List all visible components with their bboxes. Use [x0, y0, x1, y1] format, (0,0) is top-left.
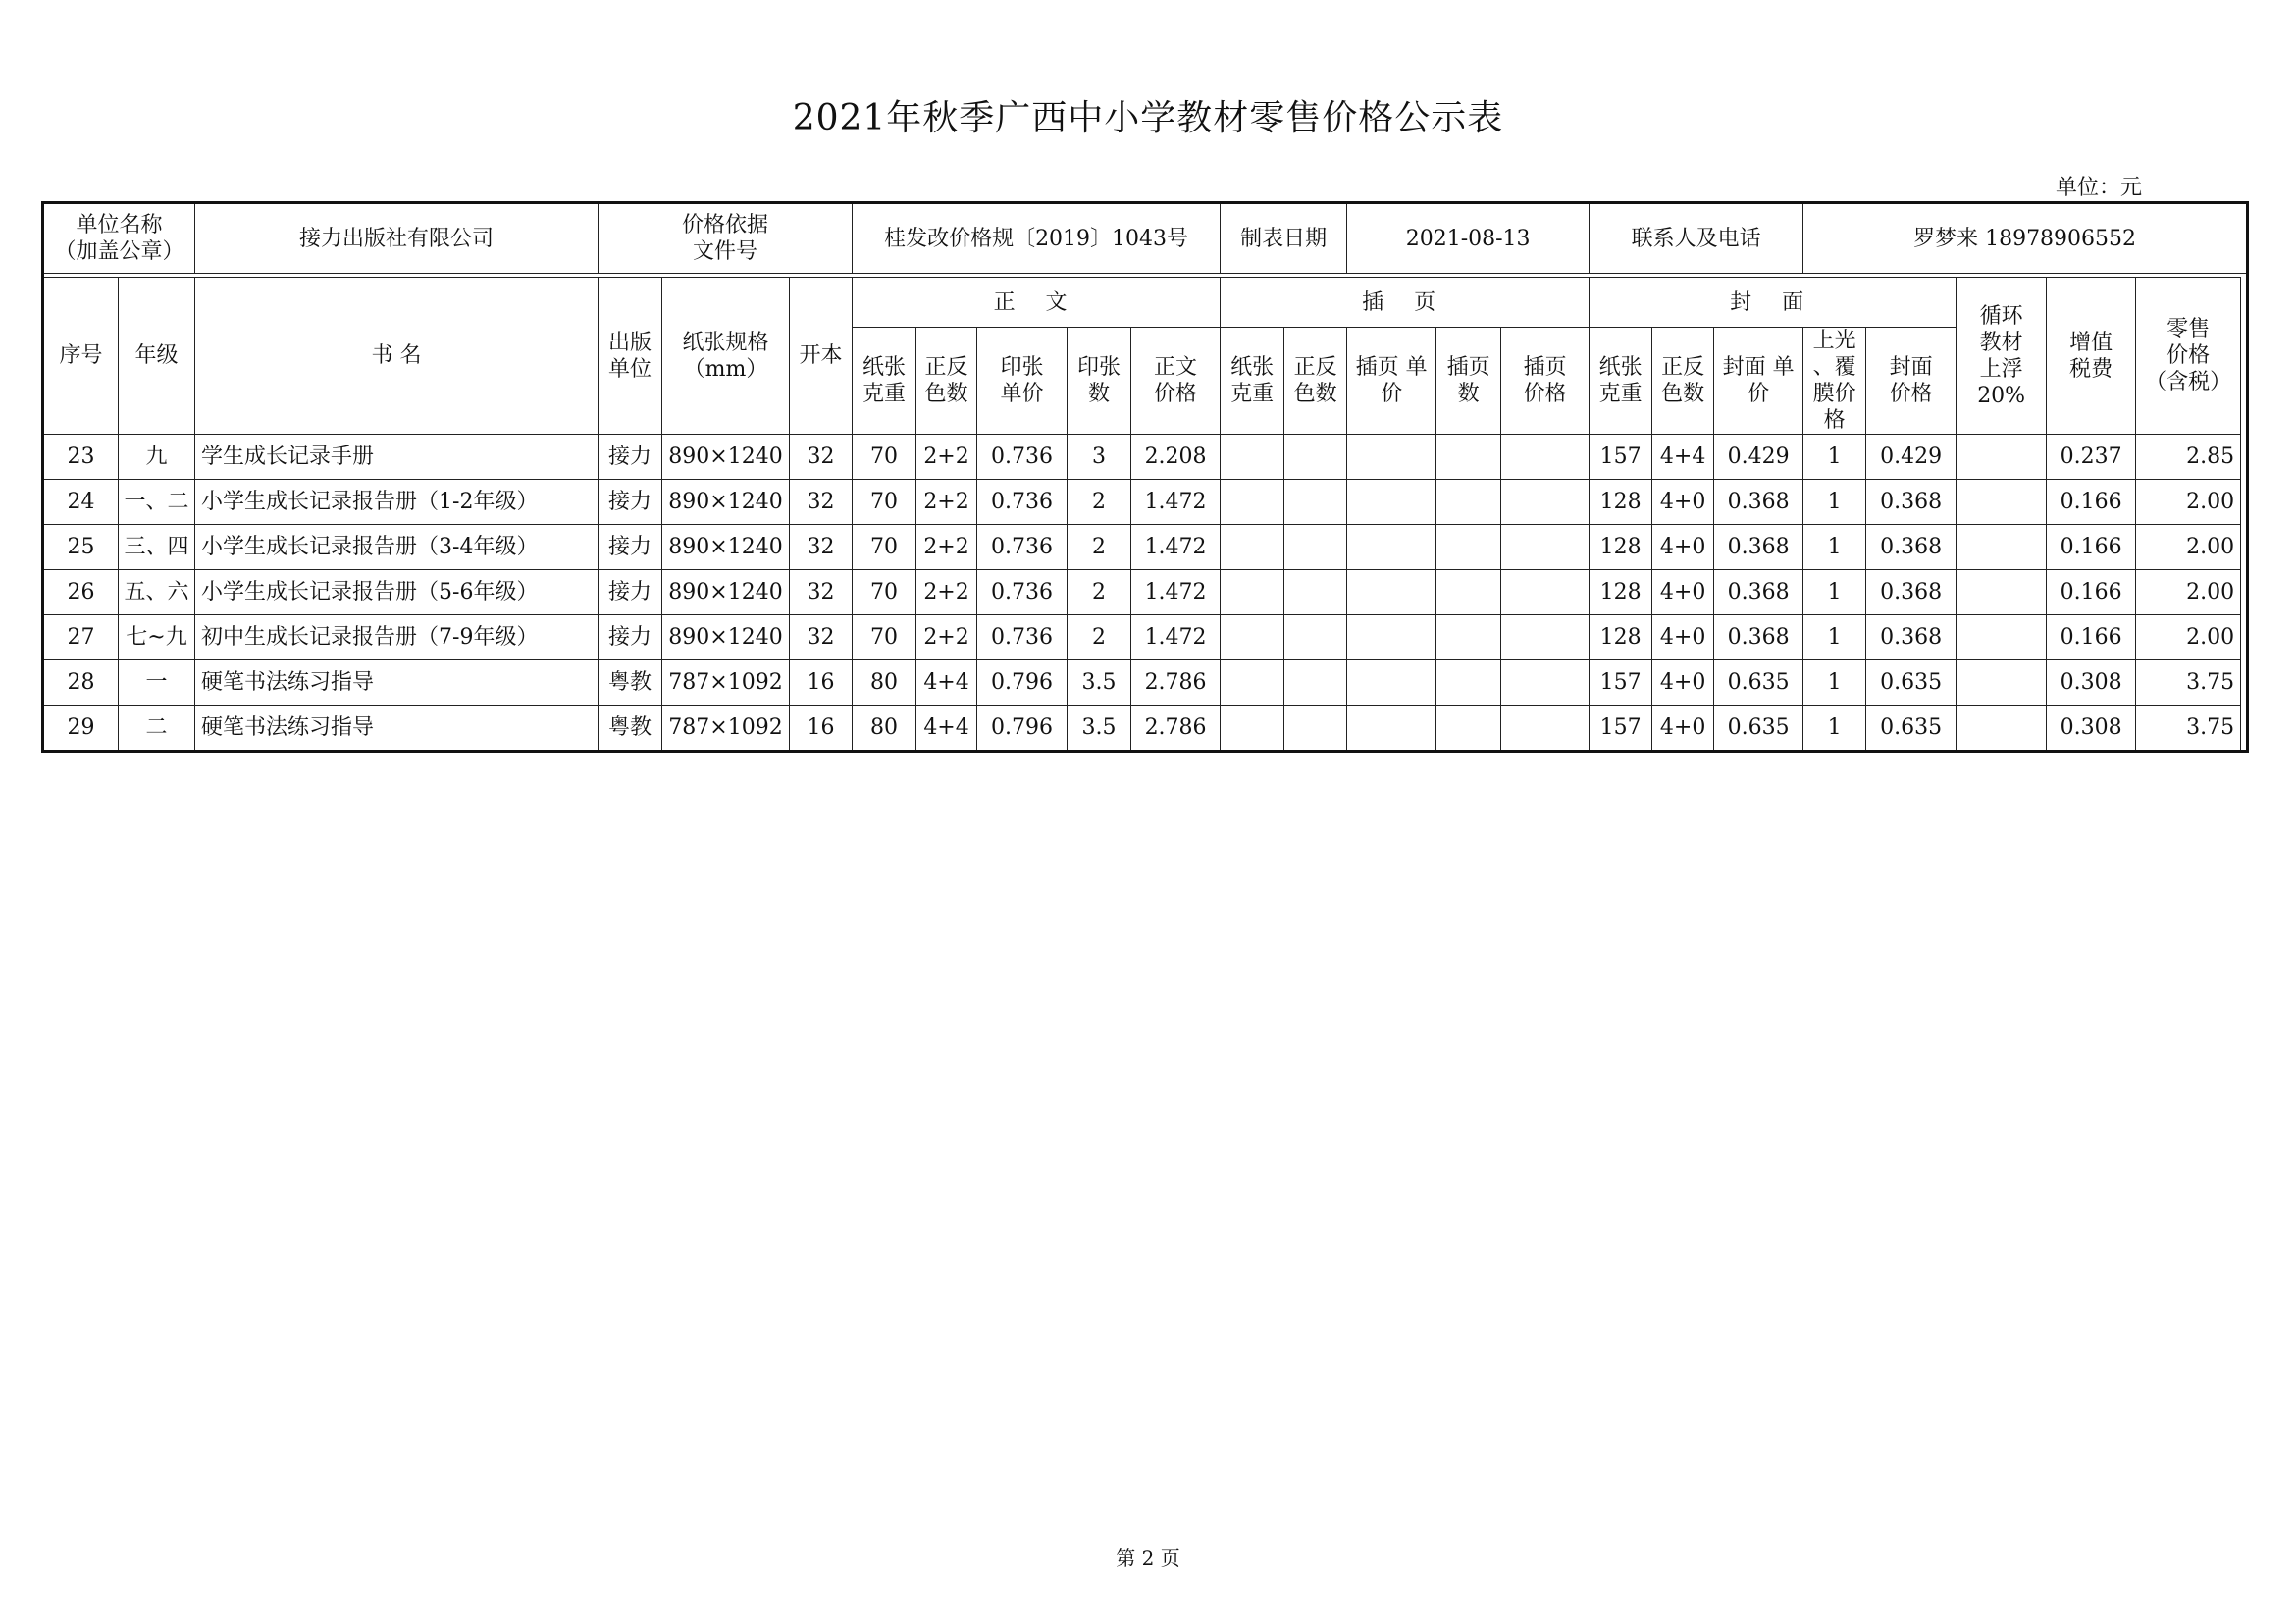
cell-publisher: 粤教: [599, 660, 662, 706]
cell-body-sheets: 3.5: [1068, 706, 1131, 752]
table-row: [43, 615, 2248, 660]
cell-body-price: 1.472: [1131, 480, 1221, 525]
cell-body-price: 2.786: [1131, 660, 1221, 706]
unit-name-value: 接力出版社有限公司: [195, 203, 599, 274]
header-insert-count: 插页 数: [1436, 328, 1501, 435]
cell-format: 32: [790, 435, 853, 480]
cell-book: 硬笔书法练习指导: [195, 706, 599, 752]
cell-book: 小学生成长记录报告册（1-2年级）: [195, 480, 599, 525]
cell-format: 16: [790, 706, 853, 752]
table-row: [43, 660, 2248, 706]
cell-format: 16: [790, 660, 853, 706]
cell-vat: 0.308: [2047, 660, 2136, 706]
cell-body-price: 1.472: [1131, 525, 1221, 570]
cell-body-sheets: 3: [1068, 435, 1131, 480]
header-insert-unit-price: 插页 单 价: [1347, 328, 1436, 435]
header-row-group: [43, 278, 2248, 328]
cell-body-colors: 4+4: [916, 660, 977, 706]
cell-body-sheet-price: 0.736: [977, 480, 1068, 525]
cell-insert-unit-price: [1347, 660, 1436, 706]
cell-seq: 27: [43, 615, 119, 660]
cell-seq: 26: [43, 570, 119, 615]
cell-grade: 一、二: [119, 480, 195, 525]
header-cover-weight: 纸张 克重: [1590, 328, 1652, 435]
info-row: [43, 203, 2248, 274]
header-retail: 零售 价格 （含税）: [2136, 278, 2241, 435]
header-cover-unit-price: 封面 单 价: [1714, 328, 1803, 435]
cell-recycle: [1957, 706, 2047, 752]
cell-body-colors: 2+2: [916, 435, 977, 480]
cell-vat: 0.166: [2047, 615, 2136, 660]
date-label: 制表日期: [1221, 203, 1347, 274]
price-table: [41, 201, 2249, 753]
cell-book: 小学生成长记录报告册（5-6年级）: [195, 570, 599, 615]
cell-body-weight: 70: [853, 615, 916, 660]
cell-insert-weight: [1221, 570, 1284, 615]
cell-publisher: 接力: [599, 525, 662, 570]
cell-cover-weight: 128: [1590, 480, 1652, 525]
cell-cover-film: 1: [1803, 525, 1866, 570]
cell-vat: 0.308: [2047, 706, 2136, 752]
cell-cover-weight: 128: [1590, 615, 1652, 660]
header-cover-price: 封面 价格: [1866, 328, 1957, 435]
cell-cover-price: 0.368: [1866, 525, 1957, 570]
cell-grade: 七~九: [119, 615, 195, 660]
header-insert-weight: 纸张 克重: [1221, 328, 1284, 435]
cell-recycle: [1957, 660, 2047, 706]
cell-vat: 0.166: [2047, 480, 2136, 525]
cell-body-price: 2.786: [1131, 706, 1221, 752]
table-row: [43, 435, 2248, 480]
cell-insert-colors: [1284, 525, 1347, 570]
cell-format: 32: [790, 480, 853, 525]
cell-insert-count: [1436, 570, 1501, 615]
header-format: 开本: [790, 278, 853, 435]
cell-grade: 二: [119, 706, 195, 752]
cell-insert-count: [1436, 525, 1501, 570]
cell-insert-count: [1436, 615, 1501, 660]
cell-recycle: [1957, 435, 2047, 480]
cell-cover-colors: 4+0: [1652, 480, 1714, 525]
cell-body-sheets: 2: [1068, 480, 1131, 525]
cell-book: 学生成长记录手册: [195, 435, 599, 480]
cell-format: 32: [790, 525, 853, 570]
header-book: 书 名: [195, 278, 599, 435]
cell-cover-weight: 157: [1590, 706, 1652, 752]
cell-body-weight: 70: [853, 525, 916, 570]
cell-body-weight: 70: [853, 570, 916, 615]
cell-paper-spec: 787×1092: [662, 706, 790, 752]
cell-body-sheet-price: 0.796: [977, 660, 1068, 706]
unit-note: 单位：元: [2056, 176, 2143, 200]
cell-body-weight: 70: [853, 480, 916, 525]
cell-cover-film: 1: [1803, 435, 1866, 480]
cell-grade: 一: [119, 660, 195, 706]
cell-cover-weight: 157: [1590, 435, 1652, 480]
header-body-price: 正文 价格: [1131, 328, 1221, 435]
cell-cover-film: 1: [1803, 615, 1866, 660]
header-vat: 增值 税费: [2047, 278, 2136, 435]
header-insert-price: 插页 价格: [1501, 328, 1590, 435]
cell-retail: 2.00: [2136, 570, 2241, 615]
cell-insert-weight: [1221, 435, 1284, 480]
cell-recycle: [1957, 480, 2047, 525]
cell-recycle: [1957, 525, 2047, 570]
cell-paper-spec: 890×1240: [662, 435, 790, 480]
header-body-group: 正 文: [853, 278, 1221, 328]
cell-cover-colors: 4+0: [1652, 660, 1714, 706]
cell-seq: 23: [43, 435, 119, 480]
cell-body-sheets: 2: [1068, 525, 1131, 570]
cell-paper-spec: 890×1240: [662, 525, 790, 570]
cell-cover-colors: 4+0: [1652, 706, 1714, 752]
cell-cover-price: 0.635: [1866, 660, 1957, 706]
cell-publisher: 接力: [599, 435, 662, 480]
cell-cover-price: 0.368: [1866, 615, 1957, 660]
cell-cover-unit-price: 0.368: [1714, 615, 1803, 660]
cell-cover-weight: 128: [1590, 570, 1652, 615]
header-body-sheets: 印张 数: [1068, 328, 1131, 435]
cell-cover-unit-price: 0.635: [1714, 706, 1803, 752]
cell-recycle: [1957, 570, 2047, 615]
cell-seq: 24: [43, 480, 119, 525]
cell-insert-colors: [1284, 660, 1347, 706]
header-insert-colors: 正反 色数: [1284, 328, 1347, 435]
cell-body-sheets: 2: [1068, 570, 1131, 615]
cell-seq: 25: [43, 525, 119, 570]
cell-cover-price: 0.368: [1866, 480, 1957, 525]
contact-value: 罗梦来 18978906552: [1803, 203, 2248, 274]
cell-body-colors: 4+4: [916, 706, 977, 752]
header-cover-film: 上光 、覆 膜价 格: [1803, 328, 1866, 435]
header-cover-colors: 正反 色数: [1652, 328, 1714, 435]
cell-body-sheet-price: 0.736: [977, 435, 1068, 480]
cell-retail: 2.85: [2136, 435, 2241, 480]
cell-insert-price: [1501, 570, 1590, 615]
cell-publisher: 接力: [599, 480, 662, 525]
document-title: 2021年秋季广西中小学教材零售价格公示表: [792, 98, 1504, 138]
cell-retail: 2.00: [2136, 615, 2241, 660]
cell-insert-count: [1436, 480, 1501, 525]
cell-insert-colors: [1284, 706, 1347, 752]
cell-vat: 0.166: [2047, 525, 2136, 570]
cell-paper-spec: 787×1092: [662, 660, 790, 706]
cell-body-sheet-price: 0.736: [977, 525, 1068, 570]
cell-cover-weight: 157: [1590, 660, 1652, 706]
cell-vat: 0.166: [2047, 570, 2136, 615]
cell-insert-unit-price: [1347, 480, 1436, 525]
contact-label: 联系人及电话: [1590, 203, 1803, 274]
cell-insert-price: [1501, 660, 1590, 706]
cell-insert-colors: [1284, 480, 1347, 525]
cell-cover-unit-price: 0.429: [1714, 435, 1803, 480]
cell-publisher: 接力: [599, 570, 662, 615]
cell-publisher: 粤教: [599, 706, 662, 752]
cell-insert-weight: [1221, 660, 1284, 706]
cell-cover-film: 1: [1803, 660, 1866, 706]
cell-body-sheet-price: 0.736: [977, 615, 1068, 660]
header-seq: 序号: [43, 278, 119, 435]
cell-cover-weight: 128: [1590, 525, 1652, 570]
cell-insert-count: [1436, 706, 1501, 752]
cell-cover-unit-price: 0.635: [1714, 660, 1803, 706]
cell-cover-unit-price: 0.368: [1714, 525, 1803, 570]
page-number: 第 2 页: [1116, 1546, 1180, 1570]
cell-paper-spec: 890×1240: [662, 615, 790, 660]
cell-paper-spec: 890×1240: [662, 480, 790, 525]
cell-vat: 0.237: [2047, 435, 2136, 480]
cell-insert-price: [1501, 525, 1590, 570]
header-body-weight: 纸张 克重: [853, 328, 916, 435]
cell-insert-colors: [1284, 615, 1347, 660]
cell-recycle: [1957, 615, 2047, 660]
cell-insert-unit-price: [1347, 435, 1436, 480]
cell-body-colors: 2+2: [916, 480, 977, 525]
cell-body-sheets: 2: [1068, 615, 1131, 660]
cell-book: 硬笔书法练习指导: [195, 660, 599, 706]
cell-insert-unit-price: [1347, 570, 1436, 615]
cell-cover-price: 0.635: [1866, 706, 1957, 752]
cell-insert-colors: [1284, 570, 1347, 615]
cell-insert-weight: [1221, 525, 1284, 570]
cell-body-sheet-price: 0.736: [977, 570, 1068, 615]
header-cover-group: 封 面: [1590, 278, 1957, 328]
cell-insert-price: [1501, 480, 1590, 525]
header-recycle: 循环 教材 上浮 20%: [1957, 278, 2047, 435]
header-publisher: 出版 单位: [599, 278, 662, 435]
date-value: 2021-08-13: [1347, 203, 1590, 274]
cell-retail: 2.00: [2136, 525, 2241, 570]
cell-insert-price: [1501, 615, 1590, 660]
cell-cover-colors: 4+0: [1652, 570, 1714, 615]
table-row: [43, 570, 2248, 615]
cell-format: 32: [790, 615, 853, 660]
cell-body-weight: 70: [853, 435, 916, 480]
basis-label: 价格依据 文件号: [599, 203, 853, 274]
header-insert-group: 插 页: [1221, 278, 1590, 328]
cell-cover-colors: 4+4: [1652, 435, 1714, 480]
cell-retail: 3.75: [2136, 706, 2241, 752]
cell-seq: 29: [43, 706, 119, 752]
unit-name-label: 单位名称 （加盖公章）: [43, 203, 195, 274]
cell-body-sheet-price: 0.796: [977, 706, 1068, 752]
cell-insert-unit-price: [1347, 615, 1436, 660]
cell-cover-film: 1: [1803, 480, 1866, 525]
cell-insert-weight: [1221, 706, 1284, 752]
table-row: [43, 480, 2248, 525]
cell-book: 小学生成长记录报告册（3-4年级）: [195, 525, 599, 570]
cell-grade: 三、四: [119, 525, 195, 570]
cell-body-colors: 2+2: [916, 615, 977, 660]
cell-cover-price: 0.368: [1866, 570, 1957, 615]
cell-insert-count: [1436, 660, 1501, 706]
cell-cover-unit-price: 0.368: [1714, 480, 1803, 525]
table-row: [43, 525, 2248, 570]
cell-grade: 五、六: [119, 570, 195, 615]
cell-cover-film: 1: [1803, 706, 1866, 752]
cell-insert-count: [1436, 435, 1501, 480]
cell-cover-price: 0.429: [1866, 435, 1957, 480]
cell-body-price: 1.472: [1131, 570, 1221, 615]
cell-cover-colors: 4+0: [1652, 615, 1714, 660]
cell-body-colors: 2+2: [916, 525, 977, 570]
cell-body-colors: 2+2: [916, 570, 977, 615]
cell-insert-weight: [1221, 480, 1284, 525]
cell-insert-colors: [1284, 435, 1347, 480]
cell-body-weight: 80: [853, 660, 916, 706]
cell-insert-weight: [1221, 615, 1284, 660]
cell-publisher: 接力: [599, 615, 662, 660]
cell-retail: 3.75: [2136, 660, 2241, 706]
cell-body-weight: 80: [853, 706, 916, 752]
cell-cover-film: 1: [1803, 570, 1866, 615]
cell-retail: 2.00: [2136, 480, 2241, 525]
cell-seq: 28: [43, 660, 119, 706]
cell-insert-price: [1501, 435, 1590, 480]
cell-body-price: 2.208: [1131, 435, 1221, 480]
cell-insert-price: [1501, 706, 1590, 752]
cell-body-sheets: 3.5: [1068, 660, 1131, 706]
header-paper-spec: 纸张规格 （mm）: [662, 278, 790, 435]
cell-book: 初中生成长记录报告册（7-9年级）: [195, 615, 599, 660]
cell-cover-unit-price: 0.368: [1714, 570, 1803, 615]
cell-paper-spec: 890×1240: [662, 570, 790, 615]
cell-grade: 九: [119, 435, 195, 480]
table-row: [43, 706, 2248, 752]
cell-insert-unit-price: [1347, 525, 1436, 570]
header-body-colors: 正反 色数: [916, 328, 977, 435]
header-grade: 年级: [119, 278, 195, 435]
cell-body-price: 1.472: [1131, 615, 1221, 660]
cell-format: 32: [790, 570, 853, 615]
cell-cover-colors: 4+0: [1652, 525, 1714, 570]
basis-value: 桂发改价格规〔2019〕1043号: [853, 203, 1221, 274]
cell-insert-unit-price: [1347, 706, 1436, 752]
header-body-sheet-price: 印张 单价: [977, 328, 1068, 435]
